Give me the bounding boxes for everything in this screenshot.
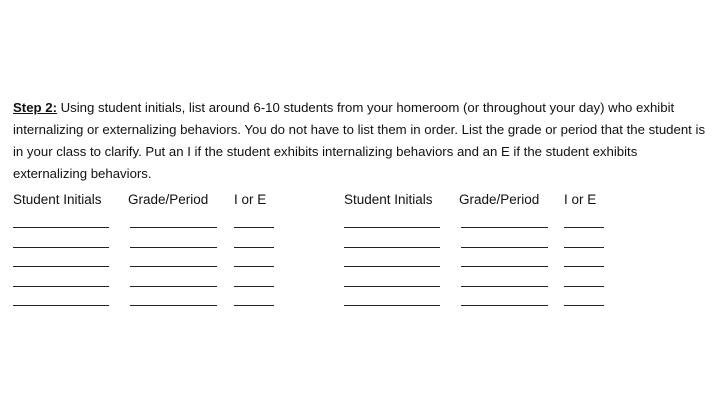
i-or-e-blank[interactable] [234, 286, 274, 287]
grade-period-blank[interactable] [461, 286, 548, 287]
grade-period-blank[interactable] [130, 247, 217, 248]
i-or-e-blank[interactable] [564, 305, 604, 306]
grade-period-blank[interactable] [130, 266, 217, 267]
student-initials-blank[interactable] [13, 247, 109, 248]
step-instructions-text: Using student initials, list around 6-10 students from your homeroom (or throughout your day) who exhibit internalizing or externalizing behaviors. You do not have to list them in order. List the grade or period that the student is in your class to clarify. Put an I if the student exhibits internalizing behaviors and an E if the student exhibits externalizing behaviors. [13, 100, 706, 181]
step-label: Step 2: [13, 100, 57, 115]
student-initials-blank[interactable] [13, 266, 109, 267]
student-initials-blank[interactable] [13, 286, 109, 287]
grade-period-blank[interactable] [130, 305, 217, 306]
student-initials-blank[interactable] [344, 266, 440, 267]
student-initials-blank[interactable] [13, 227, 109, 228]
student-initials-blank[interactable] [344, 305, 440, 306]
step-2-instructions [13, 97, 713, 185]
student-initials-header: Student Initials [13, 192, 102, 207]
grade-period-header: Grade/Period [128, 192, 209, 207]
grade-period-blank[interactable] [461, 247, 548, 248]
i-or-e-header: I or E [564, 192, 597, 207]
grade-period-blank[interactable] [130, 286, 217, 287]
grade-period-blank[interactable] [461, 266, 548, 267]
student-initials-blank[interactable] [13, 305, 109, 306]
i-or-e-blank[interactable] [564, 227, 604, 228]
grade-period-blank[interactable] [461, 305, 548, 306]
i-or-e-blank[interactable] [564, 247, 604, 248]
i-or-e-blank[interactable] [234, 266, 274, 267]
grade-period-header: Grade/Period [459, 192, 540, 207]
i-or-e-header: I or E [234, 192, 267, 207]
i-or-e-blank[interactable] [234, 227, 274, 228]
grade-period-blank[interactable] [130, 227, 217, 228]
i-or-e-blank[interactable] [234, 247, 274, 248]
i-or-e-blank[interactable] [234, 305, 274, 306]
grade-period-blank[interactable] [461, 227, 548, 228]
student-initials-blank[interactable] [344, 286, 440, 287]
student-initials-blank[interactable] [344, 227, 440, 228]
i-or-e-blank[interactable] [564, 266, 604, 267]
student-initials-header: Student Initials [344, 192, 433, 207]
student-initials-blank[interactable] [344, 247, 440, 248]
i-or-e-blank[interactable] [564, 286, 604, 287]
